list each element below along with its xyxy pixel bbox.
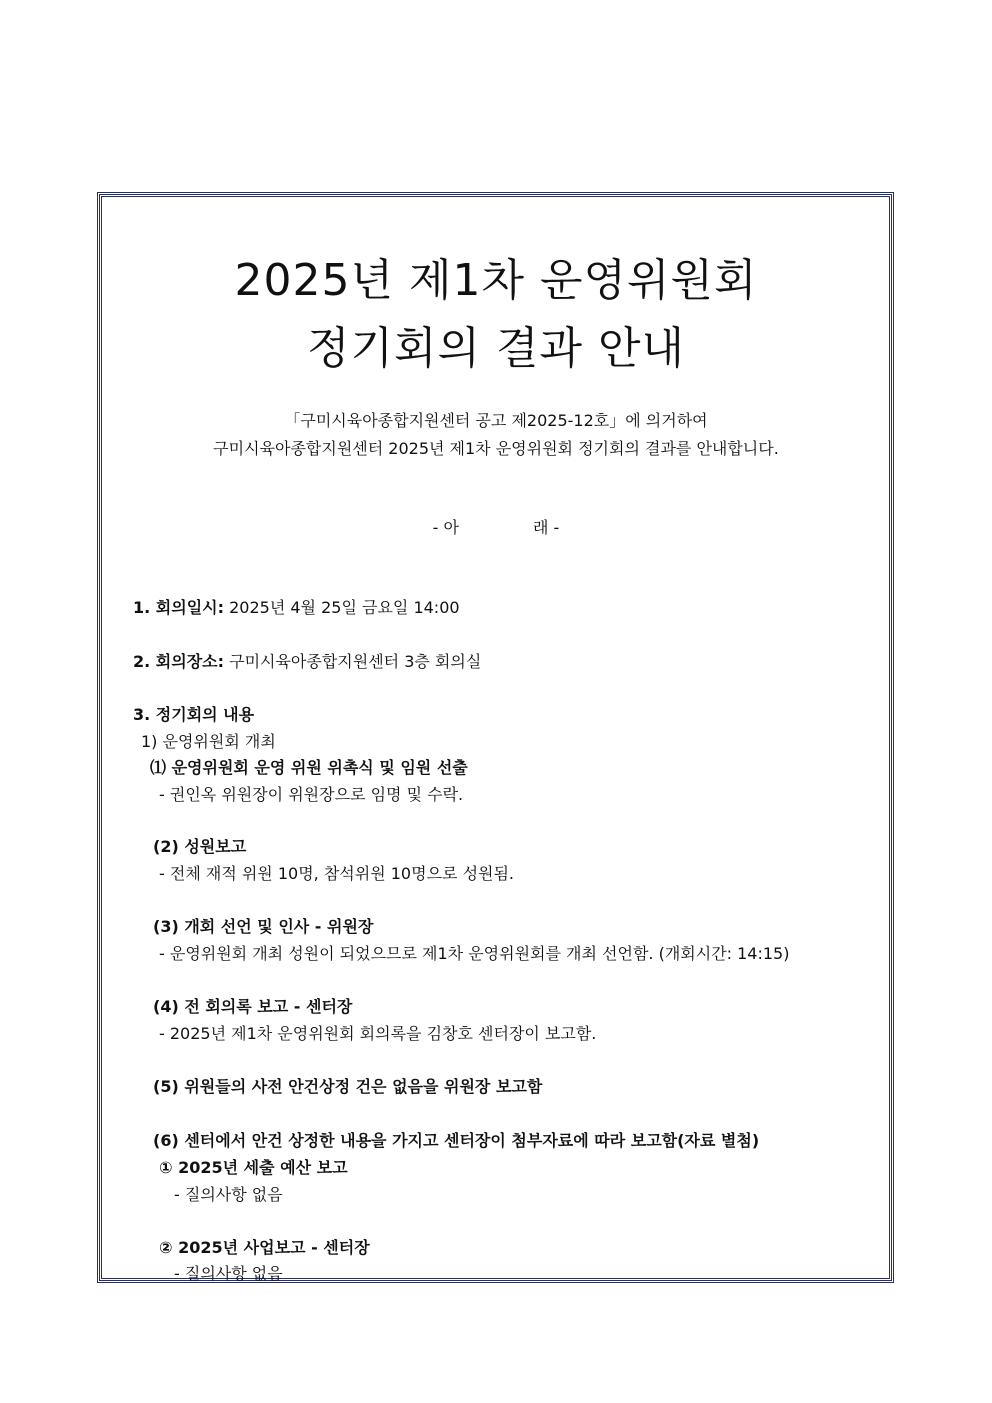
item-6-2-title: ② 2025년 사업보고 - 센터장 [159,1238,370,1257]
below-heading-right: 래 - [533,518,560,537]
below-heading [0,515,992,538]
item-4-title: (4) 전 회의록 보고 - 센터장 [153,997,353,1016]
intro-line1: 「구미시육아종합지원센터 공고 제2025-12호」에 의거하여 [284,411,708,430]
meeting-place [133,649,481,672]
item-3-title: (3) 개회 선언 및 인사 - 위원장 [153,917,374,936]
item-6-title: (6) 센터에서 안건 상정한 내용을 가지고 센터장이 첨부자료에 따라 보고함(자료 별첨) [153,1131,760,1150]
item-5-title: (5) 위원들의 사전 안건상정 건은 없음을 위원장 보고함 [153,1077,543,1096]
meeting-date [133,595,460,618]
item-4-detail: - 2025년 제1차 운영위원회 회의록을 김창호 센터장이 보고함. [159,1024,597,1043]
subsection-1: 1) 운영위원회 개최 [141,732,276,751]
content-heading: 3. 정기회의 내용 [133,705,255,724]
item-1-title: ⑴ 운영위원회 운영 위원 위촉식 및 임원 선출 [150,758,468,777]
meeting-date-value: 2025년 4월 25일 금요일 14:00 [229,598,460,617]
meeting-date-label: 1. 회의일시: [133,598,225,617]
document-title-line1: 2025년 제1차 운영위원회 [234,255,758,306]
meeting-place-value: 구미시육아종합지원센터 3층 회의실 [229,652,482,671]
item-3-detail: - 운영위원회 개최 성원이 되었으므로 제1차 운영위원회를 개최 선언함. (개회시간: 14:15) [159,944,790,963]
meeting-place-label: 2. 회의장소: [133,652,225,671]
item-1-detail: - 권인옥 위원장이 위원장으로 임명 및 수락. [159,785,464,804]
item-6-1-detail: - 질의사항 없음 [174,1185,283,1204]
below-heading-left: - 아 [432,518,459,537]
item-2-title: (2) 성원보고 [153,837,247,856]
intro-line2: 구미시육아종합지원센터 2025년 제1차 운영위원회 정기회의 결과를 안내합니다. [213,439,779,458]
item-6-2-detail: - 질의사항 없음 [174,1264,283,1283]
item-2-detail: - 전체 재적 위원 10명, 참석위원 10명으로 성원됨. [159,864,515,883]
document-title-line2: 정기회의 결과 안내 [306,323,685,374]
item-6-1-title: ① 2025년 세출 예산 보고 [159,1158,348,1177]
